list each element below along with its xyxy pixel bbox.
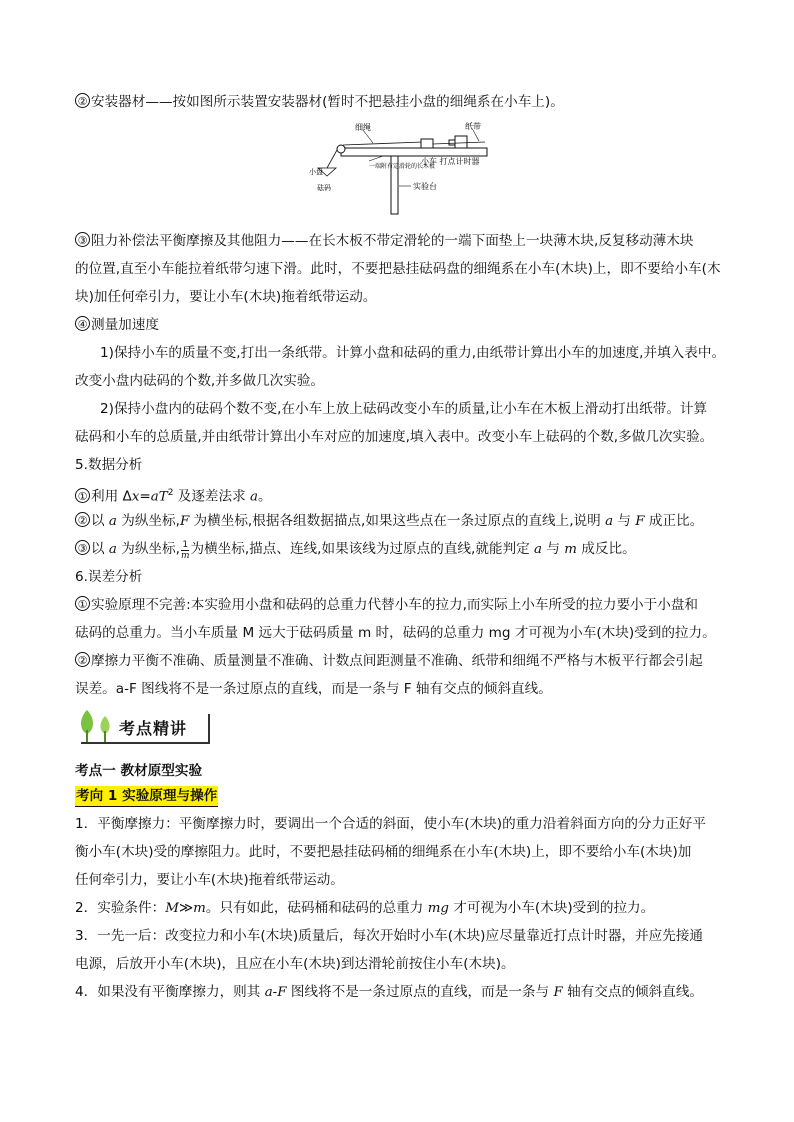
point-title: 考点一 教材原型实验 [75,763,203,779]
circled-number: ③ [75,232,90,247]
label-tape: 纸带 [465,122,481,131]
label-board: 一端附有定滑轮的长木板 [369,163,436,170]
analysis-item-1: ① 利用 $\Delta x=aT^2$ 及逐差法求 a。 [75,483,735,508]
circled-number: ② [75,93,90,108]
label-weights: 砝码 [317,184,331,192]
cart [421,139,433,148]
section-data-analysis: 5.数据分析 [75,457,143,473]
fraction-one-over-m: $\frac{1}{m}$ [180,540,190,561]
label-table: 实验台 [413,182,437,191]
pulley [337,145,345,153]
analysis-item-2: ② 以 a 为纵坐标,F 为横坐标,根据各组数据描点,如果这些点在一条过原点的直线上,说明 a 与 F 成正比。 [75,511,735,532]
analysis-item-3: ③ 以 a 为纵坐标, $\frac{1}{m}$为横坐标,描点、连线,如果该线为过原点的直线,就能判定 a 与 m 成反比。 [75,539,735,561]
apparatus-diagram [303,116,493,216]
step-3: ③ 阻力补偿法平衡摩擦及其他阻力——在长木板不带定滑轮的一端下面垫上一块薄木块,反复移动薄木块 [75,231,735,251]
list-item-2: 2．实验条件：M≫m。只有如此，砝码桶和砝码的总重力 mg 才可视为小车(木块)受到的拉力。 [75,900,655,916]
tree-icon [75,708,119,742]
error-item-2: ② 摩擦力平衡不准确、质量测量不准确、计数点间距测量不准确、纸带和细绳不严格与木板平行都会引起 [75,651,735,671]
label-rope: 细绳 [355,123,371,132]
rope [343,142,423,145]
list-item-3: 3．一先一后：改变拉力和小车(木块)质量后，每次开始时小车(木块)应尽量靠近打点计时器，并应先接通 [75,928,703,944]
step-2: ② 安装器材——按如图所示装置安装器材(暂时不把悬挂小盘的细绳系在小车上)。 [75,92,735,112]
direction-title: 考向 1 实验原理与操作 [75,786,735,807]
circled-number: ④ [75,316,90,331]
section-error-analysis: 6.误差分析 [75,569,143,585]
section-heading [75,708,210,744]
long-board [341,148,487,156]
document-page: ② 安装器材——按如图所示装置安装器材(暂时不把悬挂小盘的细绳系在小车上)。 细绳 纸带 小盘 砝码 一端附有定滑轮的长木板 实验台 小车 打点计时器 ③ 阻力补偿法平衡摩擦及其他阻力——在长木板不带定滑轮的一端下面垫上一块薄木块,反复移动薄木块 的位置,直至小车能拉着纸带匀速下滑。此时，不要把悬挂砝码盘的细绳系在小车(木块)上，即不要给小车(木 块)加任何牵引力，要让小车(木块)拖着纸带运动。 ④ 测量加速度 1)保持小车的质量不变,打出一条纸带。计算小盘和砝码的重力,由纸带计算出小车的加速度,并填入表中。 改变小盘内砝码的个数,并多做几次实验。 2)保持小盘内的砝码个数不变,在小车上放上砝码改变小车的质量,让小车在木板上滑动打出纸带。计算 砝码和小车的总质量,并由纸带计算出小车对应的加速度,填入表中。改变小车上砝码的个数,多做几次实验。 5.数据分析 ① 利用 $\Delta x=aT^2$ 及逐差法求 a。 ② 以 a 为纵坐标,F 为横坐标,根据各组数据描点,如果这些点在一条过原点的直线上,说明 a 与 F 成正比。 ③ 以 a 为纵坐标, $\frac{1}{m}$为横坐标,描点、连线,如果该线为过原点的直线,就能判定 a 与 m 成反比。 6.误差分析 ① 实验原理不完善:本实验用小盘和砝码的总重力代替小车的拉力,而实际上小车所受的拉力要小于小盘和 砝码的总重力。当小车质量 M 远大于砝码质量 m 时，砝码的总重力 mg 才可视为小车(木块)受到的拉力。 ② 摩擦力平衡不准确、质量测量不准确、计数点间距测量不准确、纸带和细绳不严格与木板平行都会引起 误差。a-F 图线将不是一条过原点的直线，而是一条与 F 轴有交点的倾斜直线。 考点精讲 考点一 教材原型实验 考向 1 实验原理与操作 1．平衡摩擦力：平衡摩擦力时，要调出一个合适的斜面，使小车(木块)的重力沿着斜面方向的分力正好平 衡小车(木块)受的摩擦阻力。此时，不要把悬挂砝码桶的细绳系在小车(木块)上，即不要给小车(木块)加 任何牵引力，要让小车(木块)拖着纸带运动。 2．实验条件：M≫m。只有如此，砝码桶和砝码的总重力 mg 才可视为小车(木块)受到的拉力。 3．一先一后：改变拉力和小车(木块)质量后，每次开始时小车(木块)应尽量靠近打点计时器，并应先接通 电源，后放开小车(木块)，且应在小车(木块)到达滑轮前按住小车(木块)。 4．如果没有平衡摩擦力，则其 a-F 图线将不是一条过原点的直线，而是一条与 F 轴有交点的倾斜直线。 [0,0,794,1122]
error-item-1: ① 实验原理不完善:本实验用小盘和砝码的总重力代替小车的拉力,而实际上小车所受的拉力要小于小盘和 [75,595,735,615]
list-item-1: 1．平衡摩擦力：平衡摩擦力时，要调出一个合适的斜面，使小车(木块)的重力沿着斜面方向的分力正好平 [75,816,706,832]
heading-title: 考点精讲 [119,719,188,738]
label-cart-timer: 小车 打点计时器 [421,157,480,166]
step-4: ④ 测量加速度 [75,315,735,335]
list-item-4: 4．如果没有平衡摩擦力，则其 a-F 图线将不是一条过原点的直线，而是一条与 F 轴有交点的倾斜直线。 [75,984,704,1000]
timer [455,136,467,148]
label-plate: 小盘 [309,168,323,176]
